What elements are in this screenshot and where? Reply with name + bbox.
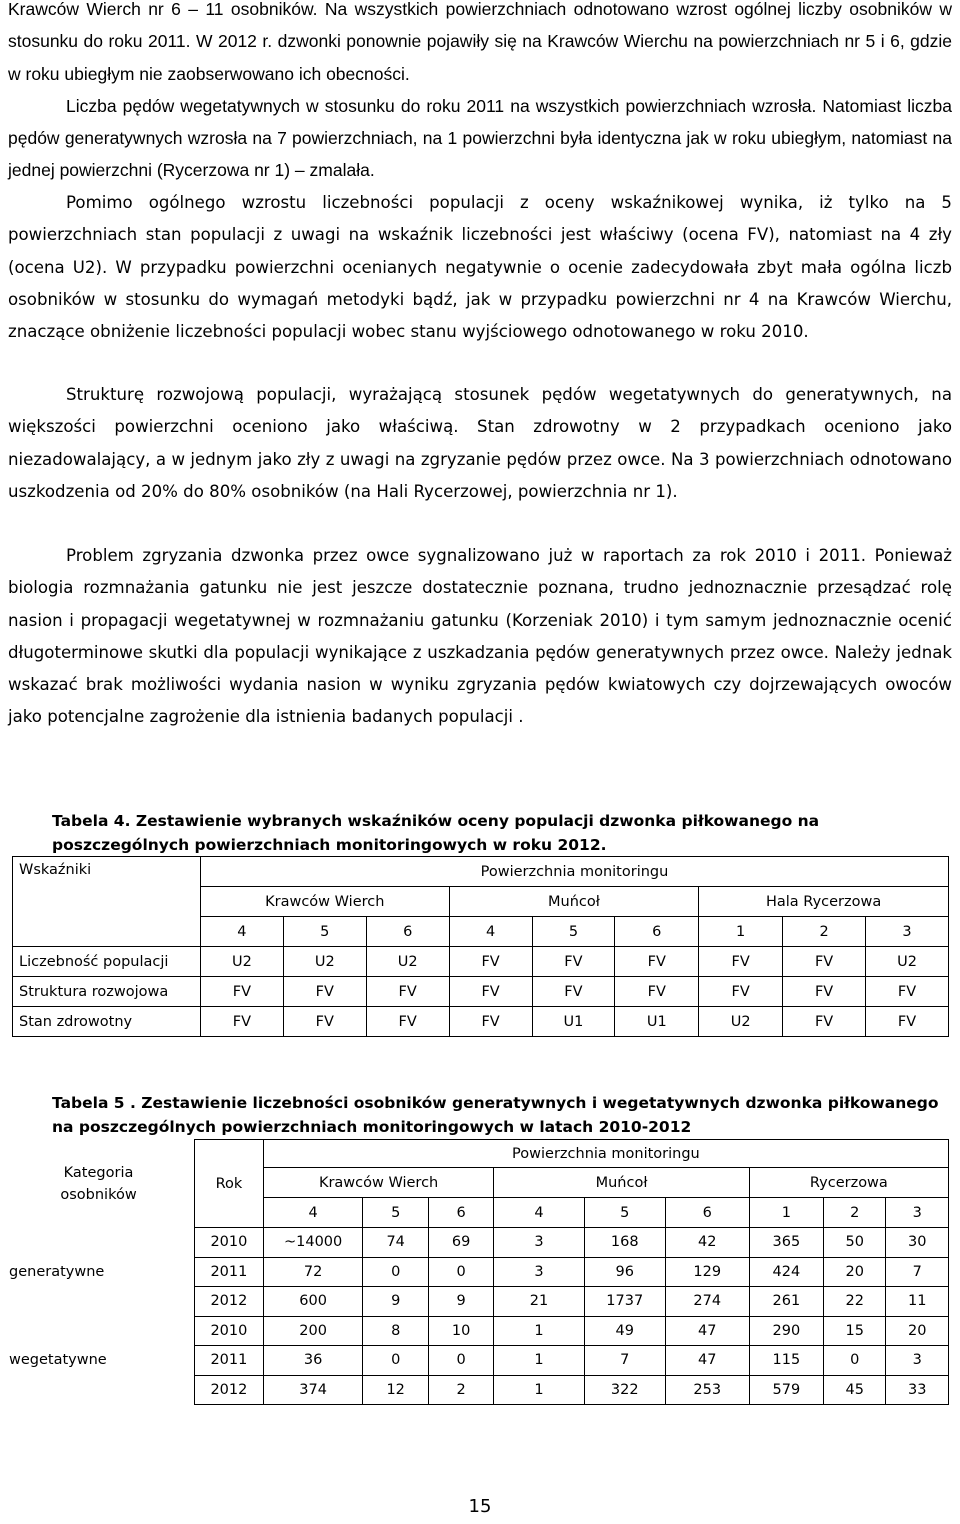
count-cell: 50: [824, 1228, 886, 1258]
count-cell: 49: [584, 1316, 665, 1346]
count-cell: 45: [824, 1375, 886, 1405]
plot-number: 5: [283, 917, 366, 947]
indicator-label: Struktura rozwojowa: [13, 977, 201, 1007]
t5-header-category-line1: Kategoria: [63, 1164, 134, 1181]
category-label: generatywne: [9, 1263, 105, 1280]
count-cell: 42: [665, 1228, 749, 1258]
rating-cell: FV: [449, 1007, 532, 1037]
count-cell: 0: [428, 1346, 493, 1376]
plot-number: 5: [584, 1198, 665, 1228]
count-cell: 600: [263, 1287, 363, 1317]
plot-number: 4: [200, 917, 283, 947]
count-cell: 0: [363, 1346, 428, 1376]
t5-site-header: Krawców Wierch: [263, 1168, 494, 1198]
t5-header-category: [3, 1140, 195, 1228]
table-5: [3, 1139, 949, 1405]
indicator-label: Liczebność populacji: [13, 947, 201, 977]
count-cell: 20: [886, 1316, 949, 1346]
page-number: 15: [468, 1496, 492, 1517]
count-cell: 290: [749, 1316, 823, 1346]
table-row: [13, 977, 949, 1007]
plot-number: 4: [494, 1198, 584, 1228]
rating-cell: FV: [699, 977, 783, 1007]
table-4: [12, 856, 949, 1037]
paragraph-1: [8, 0, 952, 187]
count-cell: ~14000: [263, 1228, 363, 1258]
count-cell: 21: [494, 1287, 584, 1317]
category-label: wegetatywne: [9, 1352, 107, 1369]
count-cell: 3: [494, 1228, 584, 1258]
rating-cell: U2: [699, 1007, 783, 1037]
paragraph-3: [8, 379, 952, 508]
count-cell: 7: [584, 1346, 665, 1376]
t5-header-category-line2: osobników: [60, 1186, 137, 1203]
count-cell: 168: [584, 1228, 665, 1258]
rating-cell: FV: [449, 977, 532, 1007]
t4-site-header: Krawców Wierch: [200, 887, 449, 917]
year-cell: 2012: [195, 1287, 264, 1317]
plot-number: 1: [749, 1198, 823, 1228]
plot-number: 5: [363, 1198, 428, 1228]
count-cell: 1: [494, 1375, 584, 1405]
count-cell: 322: [584, 1375, 665, 1405]
year-cell: 2010: [195, 1316, 264, 1346]
year-cell: 2010: [195, 1228, 264, 1258]
rating-cell: FV: [783, 1007, 866, 1037]
t5-header-area: Powierzchnia monitoringu: [263, 1140, 948, 1168]
count-cell: 253: [665, 1375, 749, 1405]
count-cell: 8: [363, 1316, 428, 1346]
plot-number: 4: [449, 917, 532, 947]
count-cell: 9: [428, 1287, 493, 1317]
rating-cell: FV: [200, 977, 283, 1007]
plot-number: 3: [866, 917, 949, 947]
count-cell: 0: [428, 1257, 493, 1287]
count-cell: 2: [428, 1375, 493, 1405]
count-cell: 115: [749, 1346, 823, 1376]
count-cell: 47: [665, 1346, 749, 1376]
rating-cell: FV: [699, 947, 783, 977]
table-row: [3, 1228, 949, 1258]
count-cell: 579: [749, 1375, 823, 1405]
count-cell: 7: [886, 1257, 949, 1287]
count-cell: 129: [665, 1257, 749, 1287]
plot-number: 2: [824, 1198, 886, 1228]
count-cell: 10: [428, 1316, 493, 1346]
t4-header-indicators: Wskaźniki: [13, 857, 201, 947]
paragraph-3-text: Strukturę rozwojową populacji, wyrażającą stosunek pędów wegetatywnych do generatywnych, na większości powierzchni oceniono jako właściwą. Stan zdrowotny w 2 przypadkach oceniono jako niezadowalający, a w jednym jako zły z uwagi na zgryzanie pędów przez owce. Na 3 powierzchniach odnotowano uszkodzenia od 20% do 80% osobników (na Hali Rycerzowej, powierzchnia nr 1).: [8, 385, 952, 501]
count-cell: 30: [886, 1228, 949, 1258]
table-row: [13, 947, 949, 977]
t4-site-header: Hala Rycerzowa: [699, 887, 949, 917]
plot-number: 6: [615, 917, 699, 947]
count-cell: 9: [363, 1287, 428, 1317]
year-cell: 2011: [195, 1257, 264, 1287]
plot-number: 1: [699, 917, 783, 947]
rating-cell: FV: [366, 977, 449, 1007]
rating-cell: FV: [866, 1007, 949, 1037]
table5-caption: [52, 1091, 952, 1139]
table4-caption-line1: Tabela 4. Zestawienie wybranych wskaźników oceny populacji dzwonka piłkowanego na: [52, 812, 820, 830]
rating-cell: U2: [866, 947, 949, 977]
rating-cell: FV: [366, 1007, 449, 1037]
paragraph-4: [8, 540, 952, 734]
paragraph-2: [8, 187, 952, 348]
t5-site-header: Muńcoł: [494, 1168, 749, 1198]
rating-cell: FV: [200, 1007, 283, 1037]
table4-caption-line2: poszczególnych powierzchniach monitoringowych w roku 2012.: [52, 836, 607, 854]
t5-site-header: Rycerzowa: [749, 1168, 948, 1198]
rating-cell: FV: [615, 977, 699, 1007]
plot-number: 3: [886, 1198, 949, 1228]
count-cell: 36: [263, 1346, 363, 1376]
rating-cell: FV: [532, 977, 615, 1007]
table4-caption: [52, 809, 952, 857]
rating-cell: U1: [615, 1007, 699, 1037]
year-cell: 2012: [195, 1375, 264, 1405]
count-cell: 20: [824, 1257, 886, 1287]
rating-cell: FV: [783, 947, 866, 977]
plot-number: 4: [263, 1198, 363, 1228]
count-cell: 3: [494, 1257, 584, 1287]
count-cell: 74: [363, 1228, 428, 1258]
rating-cell: U1: [532, 1007, 615, 1037]
count-cell: 12: [363, 1375, 428, 1405]
count-cell: 69: [428, 1228, 493, 1258]
count-cell: 1: [494, 1346, 584, 1376]
count-cell: 15: [824, 1316, 886, 1346]
year-cell: 2011: [195, 1346, 264, 1376]
count-cell: 47: [665, 1316, 749, 1346]
plot-number: 2: [783, 917, 866, 947]
count-cell: 33: [886, 1375, 949, 1405]
paragraph-1b: Liczba pędów wegetatywnych w stosunku do roku 2011 na wszystkich powierzchniach wzrosła. Natomiast liczba pędów generatywnych wzrosła na 7 powierzchniach, na 1 powierzchni była identyczna jak w roku ubiegłym, natomiast na jednej powierzchni (Rycerzowa nr 1) – zmalała.: [8, 95, 952, 181]
table5-caption-line1: Tabela 5 . Zestawienie liczebności osobników generatywnych i wegetatywnych dzwonka piłkowanego: [52, 1094, 939, 1112]
count-cell: 96: [584, 1257, 665, 1287]
rating-cell: FV: [866, 977, 949, 1007]
table-row: [3, 1316, 949, 1346]
rating-cell: FV: [449, 947, 532, 977]
count-cell: 424: [749, 1257, 823, 1287]
t5-header-year: Rok: [195, 1140, 264, 1228]
count-cell: 200: [263, 1316, 363, 1346]
rating-cell: FV: [783, 977, 866, 1007]
rating-cell: FV: [283, 977, 366, 1007]
paragraph-4-text: Problem zgryzania dzwonka przez owce sygnalizowano już w raportach za rok 2010 i 2011. Ponieważ biologia rozmnażania gatunku nie jest jeszcze dostatecznie poznana, trudno jednoznacznie przesądzać rolę nasion i propagacji wegetatywnej w rozmnażaniu gatunku (Korzeniak 2010) i tym samym jednoznacznie ocenić długoterminowe skutki dla populacji wynikające z uszkadzania pędów generatywnych przez owce. Należy jednak wskazać brak możliwości wydania nasion w wyniku zgryzania pędów kwiatowych czy dojrzewających owoców jako potencjalne zagrożenie dla istnienia badanych populacji .: [8, 546, 952, 727]
count-cell: 274: [665, 1287, 749, 1317]
count-cell: 1: [494, 1316, 584, 1346]
rating-cell: FV: [283, 1007, 366, 1037]
count-cell: 374: [263, 1375, 363, 1405]
plot-number: 5: [532, 917, 615, 947]
count-cell: 365: [749, 1228, 823, 1258]
table5-caption-line2: na poszczególnych powierzchniach monitoringowych w latach 2010-2012: [52, 1118, 692, 1136]
count-cell: 3: [886, 1346, 949, 1376]
count-cell: 261: [749, 1287, 823, 1317]
rating-cell: FV: [532, 947, 615, 977]
indicator-label: Stan zdrowotny: [13, 1007, 201, 1037]
count-cell: 22: [824, 1287, 886, 1317]
plot-number: 6: [665, 1198, 749, 1228]
count-cell: 0: [363, 1257, 428, 1287]
paragraph-1a: Krawców Wierch nr 6 – 11 osobników. Na wszystkich powierzchniach odnotowano wzrost ogólnej liczby osobników w stosunku do roku 2011. W 2012 r. dzwonki ponownie pojawiły się na Krawców Wierchu na powierzchniach nr 5 i 6, gdzie w roku ubiegłym nie zaobserwowano ich obecności.: [8, 0, 952, 84]
rating-cell: U2: [200, 947, 283, 977]
count-cell: 0: [824, 1346, 886, 1376]
t4-header-area: Powierzchnia monitoringu: [200, 857, 948, 887]
count-cell: 72: [263, 1257, 363, 1287]
paragraph-2-text: Pomimo ogólnego wzrostu liczebności populacji z oceny wskaźnikowej wynika, iż tylko na 5 powierzchniach stan populacji z uwagi na wskaźnik liczebności jest właściwy (ocena FV), natomiast na 4 zły (ocena U2). W przypadku powierzchni ocenianych negatywnie o ocenie zadecydowała zbyt mała ogólna liczb osobników w stosunku do wymagań metodyki bądź, jak w przypadku powierzchni nr 4 na Krawców Wierchu, znaczące obniżenie liczebności populacji wobec stanu wyjściowego odnotowanego w roku 2010.: [8, 193, 952, 342]
count-cell: 11: [886, 1287, 949, 1317]
rating-cell: FV: [615, 947, 699, 977]
rating-cell: U2: [366, 947, 449, 977]
table-row: [13, 1007, 949, 1037]
plot-number: 6: [366, 917, 449, 947]
t4-site-header: Muńcoł: [449, 887, 699, 917]
plot-number: 6: [428, 1198, 493, 1228]
rating-cell: U2: [283, 947, 366, 977]
count-cell: 1737: [584, 1287, 665, 1317]
